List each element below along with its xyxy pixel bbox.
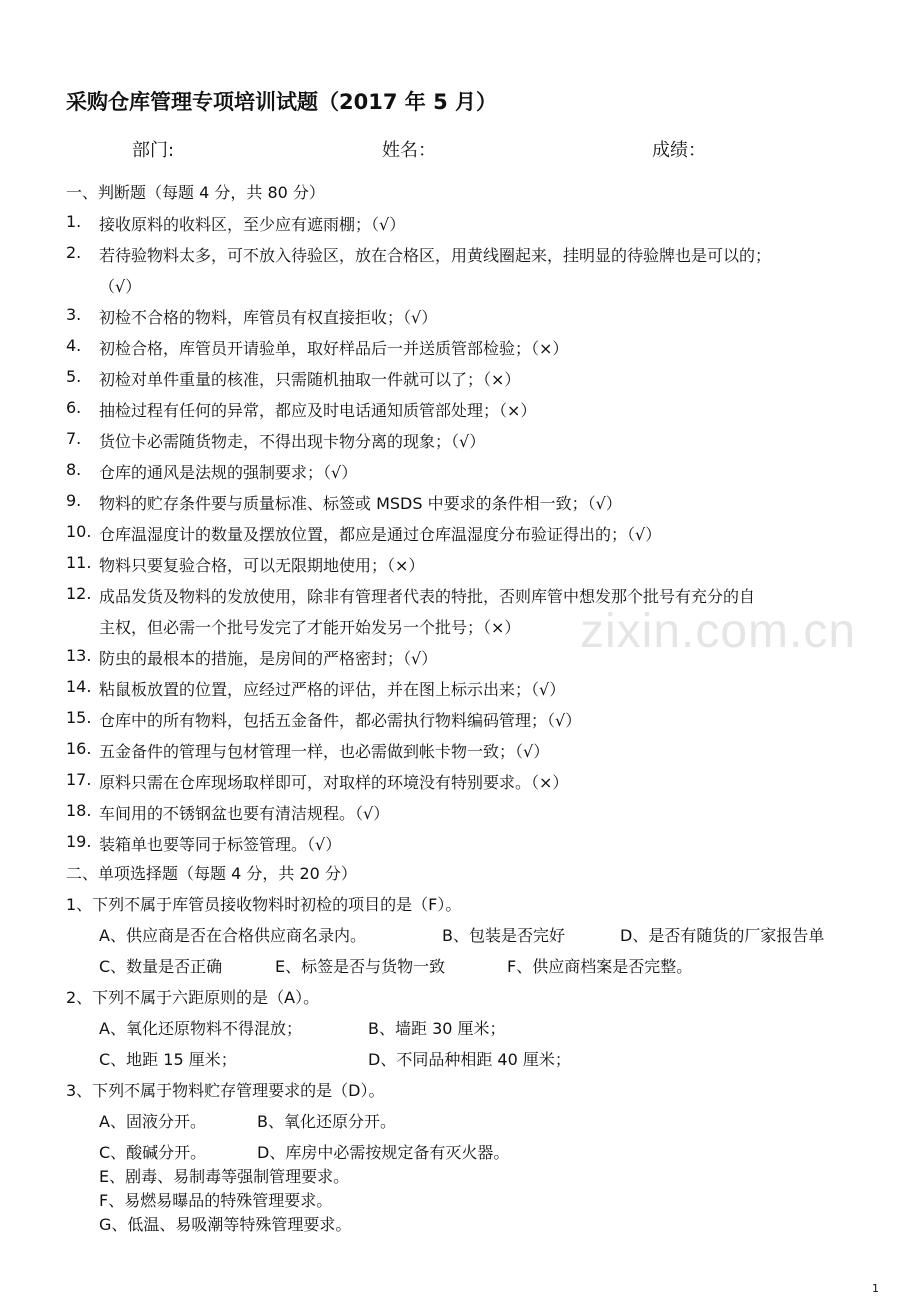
q3-option-c: C、酸碱分开。 [99,1143,207,1162]
item-text: 若待验物料太多，可不放入待验区，放在合格区，用黄线圈起来，挂明显的待验牌也是可以的； [99,246,772,265]
item-text: 物料只要复验合格，可以无限期地使用；（×） [99,556,425,575]
item-number: 16. [66,739,92,758]
q2-option-b: B、墙距 30 厘米； [368,1019,506,1038]
item-number: 1. [66,212,82,231]
item-text: 装箱单也要等同于标签管理。（√） [99,835,342,854]
q3-option-a: A、固液分开。 [99,1112,206,1131]
q3-option-b: B、氧化还原分开。 [257,1112,396,1131]
q1-option-f: F、供应商档案是否完整。 [507,957,693,976]
section-heading-choice: 二、单项选择题（每题 4 分，共 20 分） [66,864,357,883]
section-heading-judgement: 一、判断题（每题 4 分，共 80 分） [66,183,325,202]
q3-option-e: E、剧毒、易制毒等强制管理要求。 [99,1167,350,1186]
q1-option-b: B、包装是否完好 [442,926,565,945]
item-text: 防虫的最根本的措施，是房间的严格密封；（√） [99,649,438,668]
item-text: 初检不合格的物料，库管员有权直接拒收；（√） [99,308,438,327]
name-label: 姓名： [382,140,436,161]
dept-label: 部门: [132,140,175,161]
item-text: 粘鼠板放置的位置，应经过严格的评估，并在图上标示出来；（√） [99,680,566,699]
q1-option-a: A、供应商是否在合格供应商名录内。 [99,926,366,945]
item-number: 18. [66,801,92,820]
q3-option-d: D、库房中必需按规定备有灭火器。 [257,1143,510,1162]
item-text: 仓库的通风是法规的强制要求；（√） [99,463,358,482]
item-number: 9. [66,491,82,510]
question-3: 3、下列不属于物料贮存管理要求的是（D）。 [66,1081,385,1100]
question-2: 2、下列不属于六距原则的是（A）。 [66,988,320,1007]
q2-option-c: C、地距 15 厘米； [99,1050,237,1069]
item-text: 仓库温湿度计的数量及摆放位置，都应是通过仓库温湿度分布验证得出的；（√） [99,525,662,544]
item-number: 3. [66,305,82,324]
exam-title: 采购仓库管理专项培训试题（2017 年 5 月） [66,90,497,114]
item-number: 17. [66,770,92,789]
item-number: 4. [66,336,82,355]
watermark: zixin.com.cn [580,605,857,658]
score-label: 成绩： [652,140,706,161]
item-number: 2. [66,243,82,262]
item-text: 原料只需在仓库现场取样即可，对取样的环境没有特别要求。（×） [99,773,569,792]
item-text: 成品发货及物料的发放使用，除非有管理者代表的特批，否则库管中想发那个批号有充分的自 [99,587,756,606]
item-text: 货位卡必需随货物走，不得出现卡物分离的现象；（√） [99,432,486,451]
item-number: 6. [66,398,82,417]
item-text: 初检合格，库管员开请验单，取好样品后一并送质管部检验；（×） [99,339,569,358]
item-text: 初检对单件重量的核准，只需随机抽取一件就可以了；（×） [99,370,521,389]
page-number: 1 [872,1282,879,1295]
q2-option-a: A、氧化还原物料不得混放； [99,1019,302,1038]
q1-option-d: D、是否有随货的厂家报告单 [620,926,825,945]
item-number: 8. [66,460,82,479]
q1-option-e: E、标签是否与货物一致 [275,957,446,976]
item-number: 15. [66,708,92,727]
item-text: 仓库中的所有物料，包括五金备件，都必需执行物料编码管理；（√） [99,711,582,730]
item-number: 13. [66,646,92,665]
q2-option-d: D、不同品种相距 40 厘米； [368,1050,571,1069]
item-text: 车间用的不锈钢盆也要有清洁规程。（√） [99,804,390,823]
q3-option-g: G、低温、易吸潮等特殊管理要求。 [99,1215,352,1234]
item-text: 抽检过程有任何的异常，都应及时电话通知质管部处理；（×） [99,401,537,420]
item-text: 物料的贮存条件要与质量标准、标签或 MSDS 中要求的条件相一致；（√） [99,494,622,513]
question-1: 1、下列不属于库管员接收物料时初检的项目的是（F）。 [66,895,462,914]
item-text-continued: （√） [99,277,142,296]
item-text-continued: 主权，但必需一个批号发完了才能开始发另一个批号；（×） [99,618,521,637]
item-number: 19. [66,832,92,851]
item-text: 五金备件的管理与包材管理一样，也必需做到帐卡物一致；（√） [99,742,550,761]
q3-option-f: F、易燃易曝品的特殊管理要求。 [99,1191,333,1210]
item-number: 14. [66,677,92,696]
item-number: 7. [66,429,82,448]
item-number: 10. [66,522,92,541]
item-number: 12. [66,584,92,603]
item-text: 接收原料的收料区，至少应有遮雨棚；（√） [99,215,406,234]
q1-option-c: C、数量是否正确 [99,957,223,976]
item-number: 5. [66,367,82,386]
item-number: 11. [66,553,92,572]
